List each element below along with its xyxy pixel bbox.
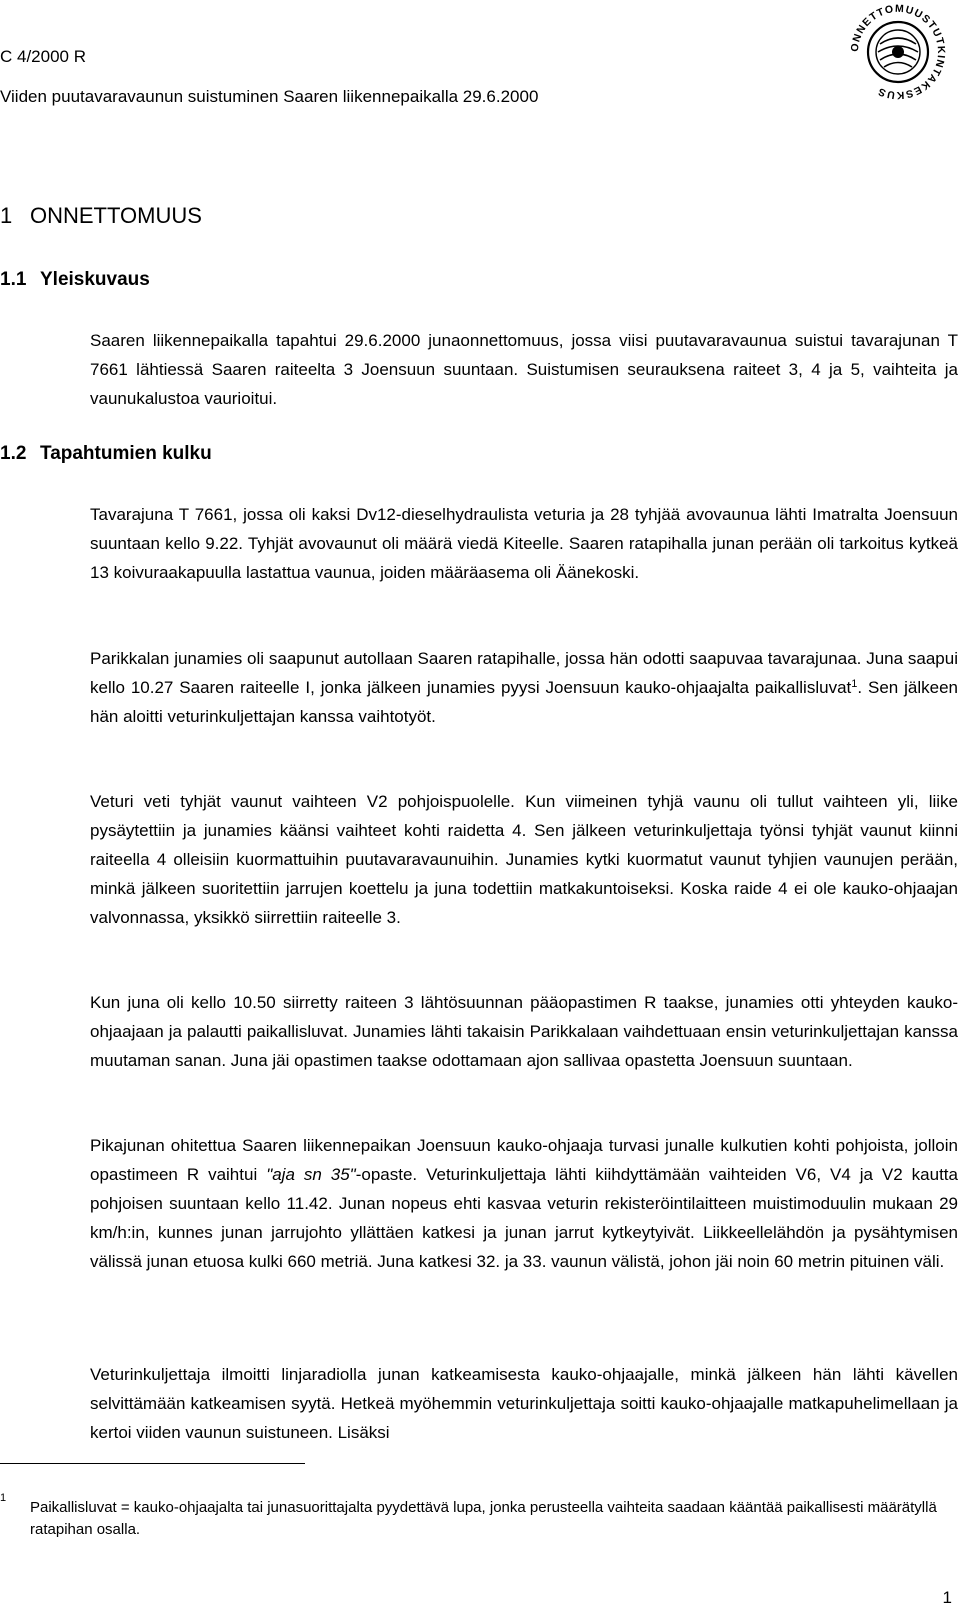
paragraph-overview: Saaren liikennepaikalla tapahtui 29.6.2000 junaonnettomuus, jossa viisi puutavaravaunua suistui tavarajunan T 7661 lähtiessä Saaren raiteelta 3 Joensuun suuntaan. Suistumisen seurauksena raiteet 3, 4 ja 5, vaihteita ja vaunukalustoa vaurioitui.	[90, 331, 958, 408]
paragraph-departure: Pikajunan ohitettua Saaren liikennepaikan Joensuun kauko-ohjaaja turvasi junalle kulkutien kohti pohjoista, jolloin opastimeen R vaihtui "aja sn 35"-opaste. Veturinkuljettaja lähti kiihdyttämään vaihteiden V6, V4 ja V2 kautta pohjoisen suuntaan kello 11.42. Junan nopeus ehti kasvaa veturin rekisteröintilaitteen muistimoduulin mukaan 29 km/h:in, kunnes junan jarrujohto yllättäen katkesi ja junan jarrut kytkeytyivät. Liikkeellelähdön ja pysähtymisen välissä junan etuosa kulki 660 metriä. Juna katkesi 32. ja 33. vaunun välistä, johon jäi noin 60 metrin pituinen väli.	[90, 1136, 958, 1271]
document-title: Viiden puutavaravaunun suistuminen Saaren liikennepaikalla 29.6.2000	[0, 87, 539, 106]
section-1-2-heading	[0, 442, 212, 466]
paragraph-signal-wait: Kun juna oli kello 10.50 siirretty raiteen 3 lähtösuunnan pääopastimen R taakse, junamies otti yhteyden kauko-ohjaajaan ja palautti paikallisluvat. Junamies lähti takaisin Parikkalaan vaihdettuaan ensin veturinkuljettajan kanssa muutaman sanan. Juna jäi opastimen taakse odottamaan ajon sallivaa opastetta Joensuun suuntaan.	[90, 993, 958, 1070]
section-number: 1	[0, 203, 13, 228]
footnote-reference[interactable]: 1	[851, 678, 858, 690]
footnote-mark: 1	[0, 1492, 7, 1504]
section-number: 1.1	[0, 269, 27, 290]
paragraph-report: Veturinkuljettaja ilmoitti linjaradiolla junan katkeamisesta kauko-ohjaajalle, minkä jälkeen hän lähti kävellen selvittämään katkeamisen syytä. Hetkeä myöhemmin veturinkuljettaja soitti kauko-ohjaajalle matkapuhelimellaan ja kertoi viiden vaunun suistuneen. Lisäksi	[90, 1365, 958, 1442]
document-code: C 4/2000 R	[0, 47, 86, 66]
paragraph-train-arrival: Tavarajuna T 7661, jossa oli kaksi Dv12-dieselhydraulista veturia ja 28 tyhjää avovaunua lähti Imatralta Joensuun suuntaan kello 9.22. Tyhjät avovaunut oli määrä viedä Kiteelle. Saaren ratapihalla junan perään oli tarkoitus kytkeä 13 koivuraakapuulla lastattua vaunua, joiden määräasema oli Äänekoski.	[90, 505, 958, 582]
svg-text:ONNETTOMUUSTUTKINTAKESKUS: ONNETTOMUUSTUTKINTAKESKUS	[848, 2, 948, 102]
footnote-divider	[0, 1463, 305, 1464]
section-title: ONNETTOMUUS	[30, 203, 202, 228]
accident-investigation-board-logo	[838, 0, 958, 104]
section-title: Tapahtumien kulku	[40, 443, 212, 464]
section-number: 1.2	[0, 443, 27, 464]
paragraph-coupling: Veturi veti tyhjät vaunut vaihteen V2 pohjoispuolelle. Kun viimeinen tyhjä vaunu oli tullut vaihteen yli, liike pysäytettiin ja junamies käänsi vaihteet kohti raidetta 4. Sen jälkeen veturinkuljettaja työnsi tyhjät vaunut kiinni raiteella 4 olleisiin kuormattuihin puutavaravaunuihin. Junamies kytki kuormatut vaunut tyhjien vaunujen perään, minkä jälkeen suoritettiin jarrujen koettelu ja juna todettiin matkakuntoiseksi. Koska raide 4 ei ole kauko-ohjaajan valvonnassa, yksikkö siirrettiin raiteelle 3.	[90, 792, 958, 927]
section-1-heading	[0, 202, 202, 230]
section-1-1-heading	[0, 268, 150, 292]
footnote-text: Paikallisluvat = kauko-ohjaajalta tai junasuorittajalta pyydettävä lupa, jonka perusteella vaihteita saadaan kääntää paikallisesti määrätyllä ratapihan osalla.	[30, 1499, 937, 1538]
paragraph-shunting-start: Parikkalan junamies oli saapunut autollaan Saaren ratapihalle, jossa hän odotti saapuvaa tavarajunaa. Juna saapui kello 10.27 Saaren raiteelle I, jonka jälkeen junamies pyysi Joensuun kauko-ohjaajalta paikallisluvat$^1$. Sen jälkeen hän aloitti veturinkuljettajan kanssa vaihtotyöt.	[90, 649, 958, 726]
page-number: 1	[942, 1588, 952, 1607]
section-title: Yleiskuvaus	[40, 269, 150, 290]
